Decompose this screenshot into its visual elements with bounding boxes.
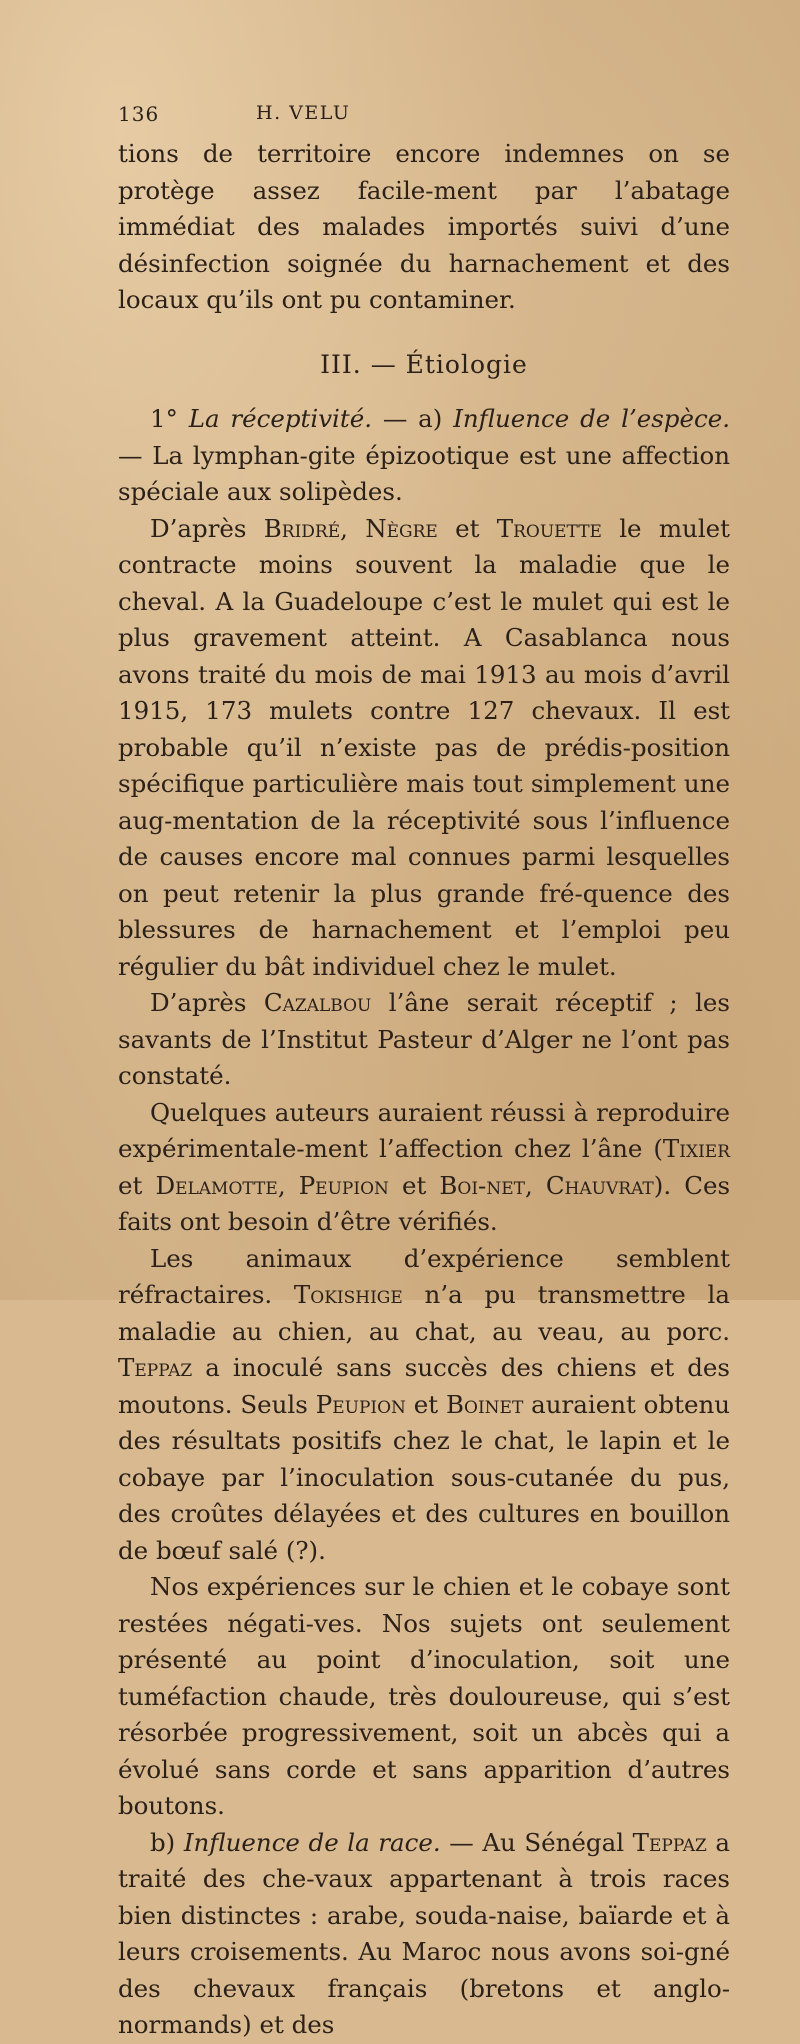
paragraph-4: D’après Cazalbou l’âne serait réceptif ; les savants de l’Institut Pasteur d’Alger ne l’ont pas constaté. <box>118 988 730 1090</box>
paragraph-5: Quelques auteurs auraient réussi à reproduire expérimentale-ment l’affection chez l’âne (Tixier et Delamotte, Peupion et Boi-net, Chauvrat). Ces faits ont besoin d’être vérifiés. <box>118 1097 731 1236</box>
page-header <box>110 102 710 132</box>
author-name: Cazalbou <box>263 988 372 1017</box>
author-name: Trouette <box>496 513 602 543</box>
subsection-title: La réceptivité. <box>188 404 373 433</box>
paragraph-6: Les animaux d’expérience semblent réfractaires. Tokishige n’a pu transmettre la maladie au chien, au chat, au veau, au porc. Teppaz a inoculé sans succès des chiens et des moutons. Seuls Peupion et Boinet auraient obtenu des résultats positifs chez le chat, le lapin et le cobaye par l’inoculation sous-cutanée du pus, des croûtes délayées et des cultures en bouillon de bœuf salé (?). <box>118 1243 731 1565</box>
author-name: Chauvrat <box>545 1170 654 1200</box>
author-name: Delamotte <box>155 1170 278 1200</box>
author-name: Peupion <box>298 1170 389 1200</box>
author-name: Boinet <box>446 1389 524 1419</box>
paragraph-3: D’après Bridré, Nègre et Trouette le mulet contracte moins souvent la maladie que le cheval. A la Guadeloupe c’est le mulet qui est le plus gravement atteint. A Casablanca nous avons traité du mois de mai 1913 au mois d’avril 1915, 173 mulets contre 127 chevaux. Il est probable qu’il n’existe pas de prédis-position spécifique particulière mais tout simplement une aug-mentation de la réceptivité sous l’influence de causes encore mal connues parmi lesquelles on peut retenir la plus grande fré-quence des blessures de harnachement et l’emploi peu régulier du bât individuel chez le mulet. <box>118 513 731 981</box>
running-head: H. VELU <box>256 102 351 124</box>
body-text <box>118 136 730 2044</box>
author-name: Peupion <box>315 1389 406 1419</box>
paragraph-2: 1° La réceptivité. — a) Influence de l’espèce. — La lymphan-gite épizootique est une affection spéciale aux solipèdes. <box>118 404 730 506</box>
paragraph-8: b) Influence de la race. — Au Sénégal Teppaz a traité des che-vaux appartenant à trois races bien distinctes : arabe, souda-naise, baïarde et à leurs croisements. Au Maroc nous avons soi-gné des chevaux français (bretons et anglo-normands) et des <box>118 1827 731 2039</box>
author-name: Teppaz <box>118 1353 193 1382</box>
page-number: 136 <box>118 102 160 126</box>
author-name: Tokishige <box>293 1280 403 1309</box>
subsection-subtitle: Influence de la race. <box>183 1827 441 1857</box>
paragraph-7: Nos expériences sur le chien et le cobaye sont restées négati-ves. Nos sujets ont seulement présenté au point d’inoculation, soit une tuméfaction chaude, très douloureuse, qui s’est résorbée progressivement, soit un abcès qui a évolué sans corde et sans apparition d’autres boutons. <box>118 1572 730 1820</box>
section-title: III. — Étiologie <box>320 349 528 379</box>
author-name: Tixier <box>662 1134 730 1163</box>
subsection-subtitle: Influence de l’espèce. <box>453 404 730 433</box>
author-name: Bridré <box>263 513 341 543</box>
author-name: Nègre <box>365 513 438 543</box>
author-name: Boi-net <box>439 1170 525 1200</box>
paragraph-1: tions de territoire encore indemnes on se protège assez facile-ment par l’abatage immédiat des malades importés suivi d’une désinfection soignée du harnachement et des locaux qu’ils ont pu contaminer. <box>118 139 730 314</box>
author-name: Teppaz <box>632 1827 707 1857</box>
